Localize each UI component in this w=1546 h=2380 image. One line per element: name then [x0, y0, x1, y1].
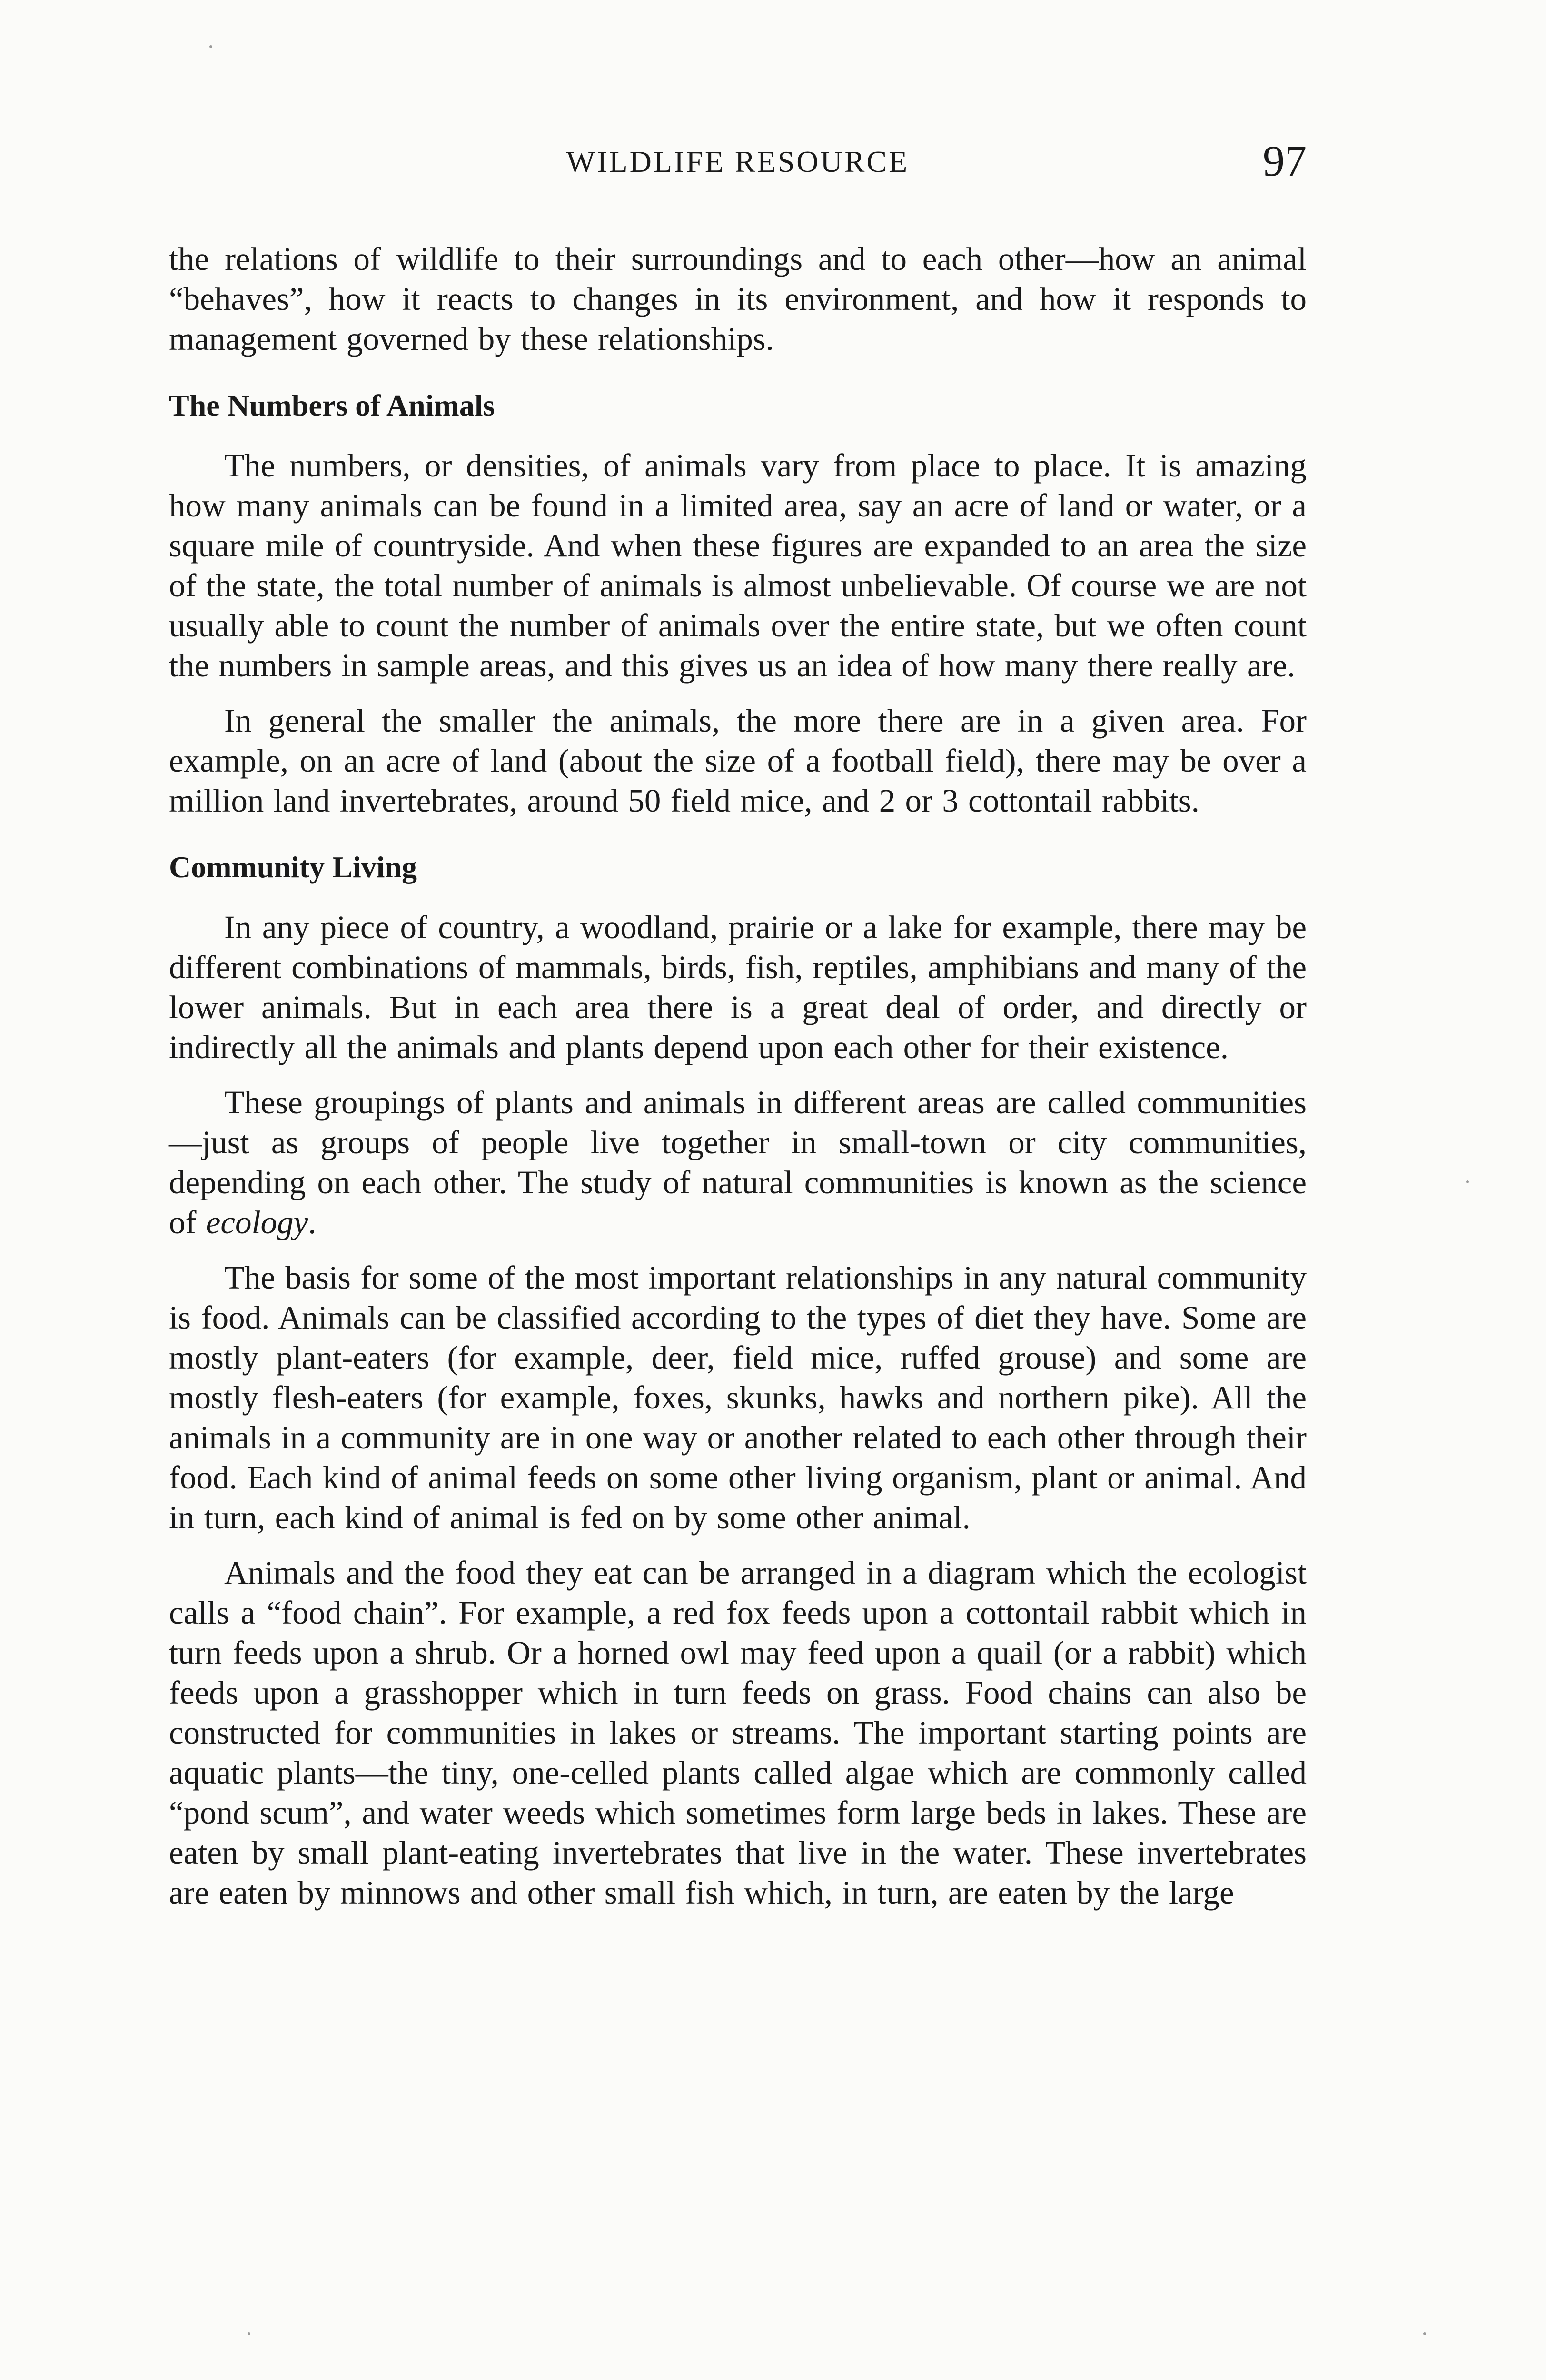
section-heading-community-living: Community Living — [169, 850, 417, 884]
paragraph-food-chain: Animals and the food they eat can be arranged in a diagram which the ecologist calls a “food chain”. For example, a red fox feeds upon a cottontail rabbit which in turn feeds upon a shrub. Or a horned owl may feed upon a quail (or a rabbit) which feeds upon a grasshopper which in turn feeds on grass. Food chains can also be constructed for communities in lakes or streams. The important starting points are aquatic plants—the tiny, one-celled plants called algae which are commonly called “pond scum”, and water weeds which sometimes form large beds in lakes. These are eaten by small plant-eating invertebrates that live in the water. These invertebrates are eaten by minnows and other small fish which, in turn, are eaten by the large — [169, 1555, 1307, 1911]
paper-speck — [209, 45, 212, 48]
paper-speck — [1466, 1180, 1469, 1183]
running-head: WILDLIFE RESOURCE — [566, 145, 910, 178]
page-number: 97 — [1263, 137, 1307, 185]
ecology-term: ecology — [206, 1204, 308, 1240]
paragraph-continued: the relations of wildlife to their surroundings and to each other—how an animal “behaves”, how it reacts to changes in its environment, and how it responds to management governed by these relationships. — [169, 241, 1307, 357]
paragraph-piece-of-country: In any piece of country, a woodland, prairie or a lake for example, there may be different combinations of mammals, birds, fish, reptiles, amphibians and many of the lower animals. But in each area there is a great deal of order, and directly or indirectly all the animals and plants depend upon each other for their existence. — [169, 909, 1307, 1065]
section-heading-numbers-of-animals: The Numbers of Animals — [169, 388, 495, 422]
paragraph-communities — [169, 1082, 1307, 1242]
paragraph-communities-text: These groupings of plants and animals in different areas are called communities—just as groups of people live together in small-town or city communities, depending on each other. The study of natural communities is known as the science of — [169, 1084, 1307, 1240]
paper-speck — [1423, 2332, 1426, 2335]
paper-speck — [248, 2332, 250, 2335]
body-text — [169, 239, 1307, 1913]
paragraph-communities-end: . — [308, 1204, 317, 1240]
paragraph-food-basis: The basis for some of the most important relationships in any natural community is food. Animals can be classified according to the types of diet they have. Some are mostly plant-eaters (for example, deer, field mice, ruffed grouse) and some are mostly flesh-eaters (for example, foxes, skunks, hawks and northern pike). All the animals in a community are in one way or another related to each other through their food. Each kind of animal feeds on some other living organism, plant or animal. And in turn, each kind of animal is fed on by some other animal. — [169, 1259, 1307, 1536]
paragraph-numbers: The numbers, or densities, of animals vary from place to place. It is amazing how many animals can be found in a limited area, say an acre of land or water, or a square mile of countryside. And when these figures are expanded to an area the size of the state, the total number of animals is almost unbelievable. Of course we are not usually able to count the number of animals over the entire state, but we often count the numbers in sample areas, and this gives us an idea of how many there really are. — [169, 447, 1307, 684]
paragraph-smaller-animals: In general the smaller the animals, the more there are in a given area. For example, on an acre of land (about the size of a football field), there may be over a million land invertebrates, around 50 field mice, and 2 or 3 cottontail rabbits. — [169, 703, 1307, 819]
page-header — [169, 136, 1307, 188]
